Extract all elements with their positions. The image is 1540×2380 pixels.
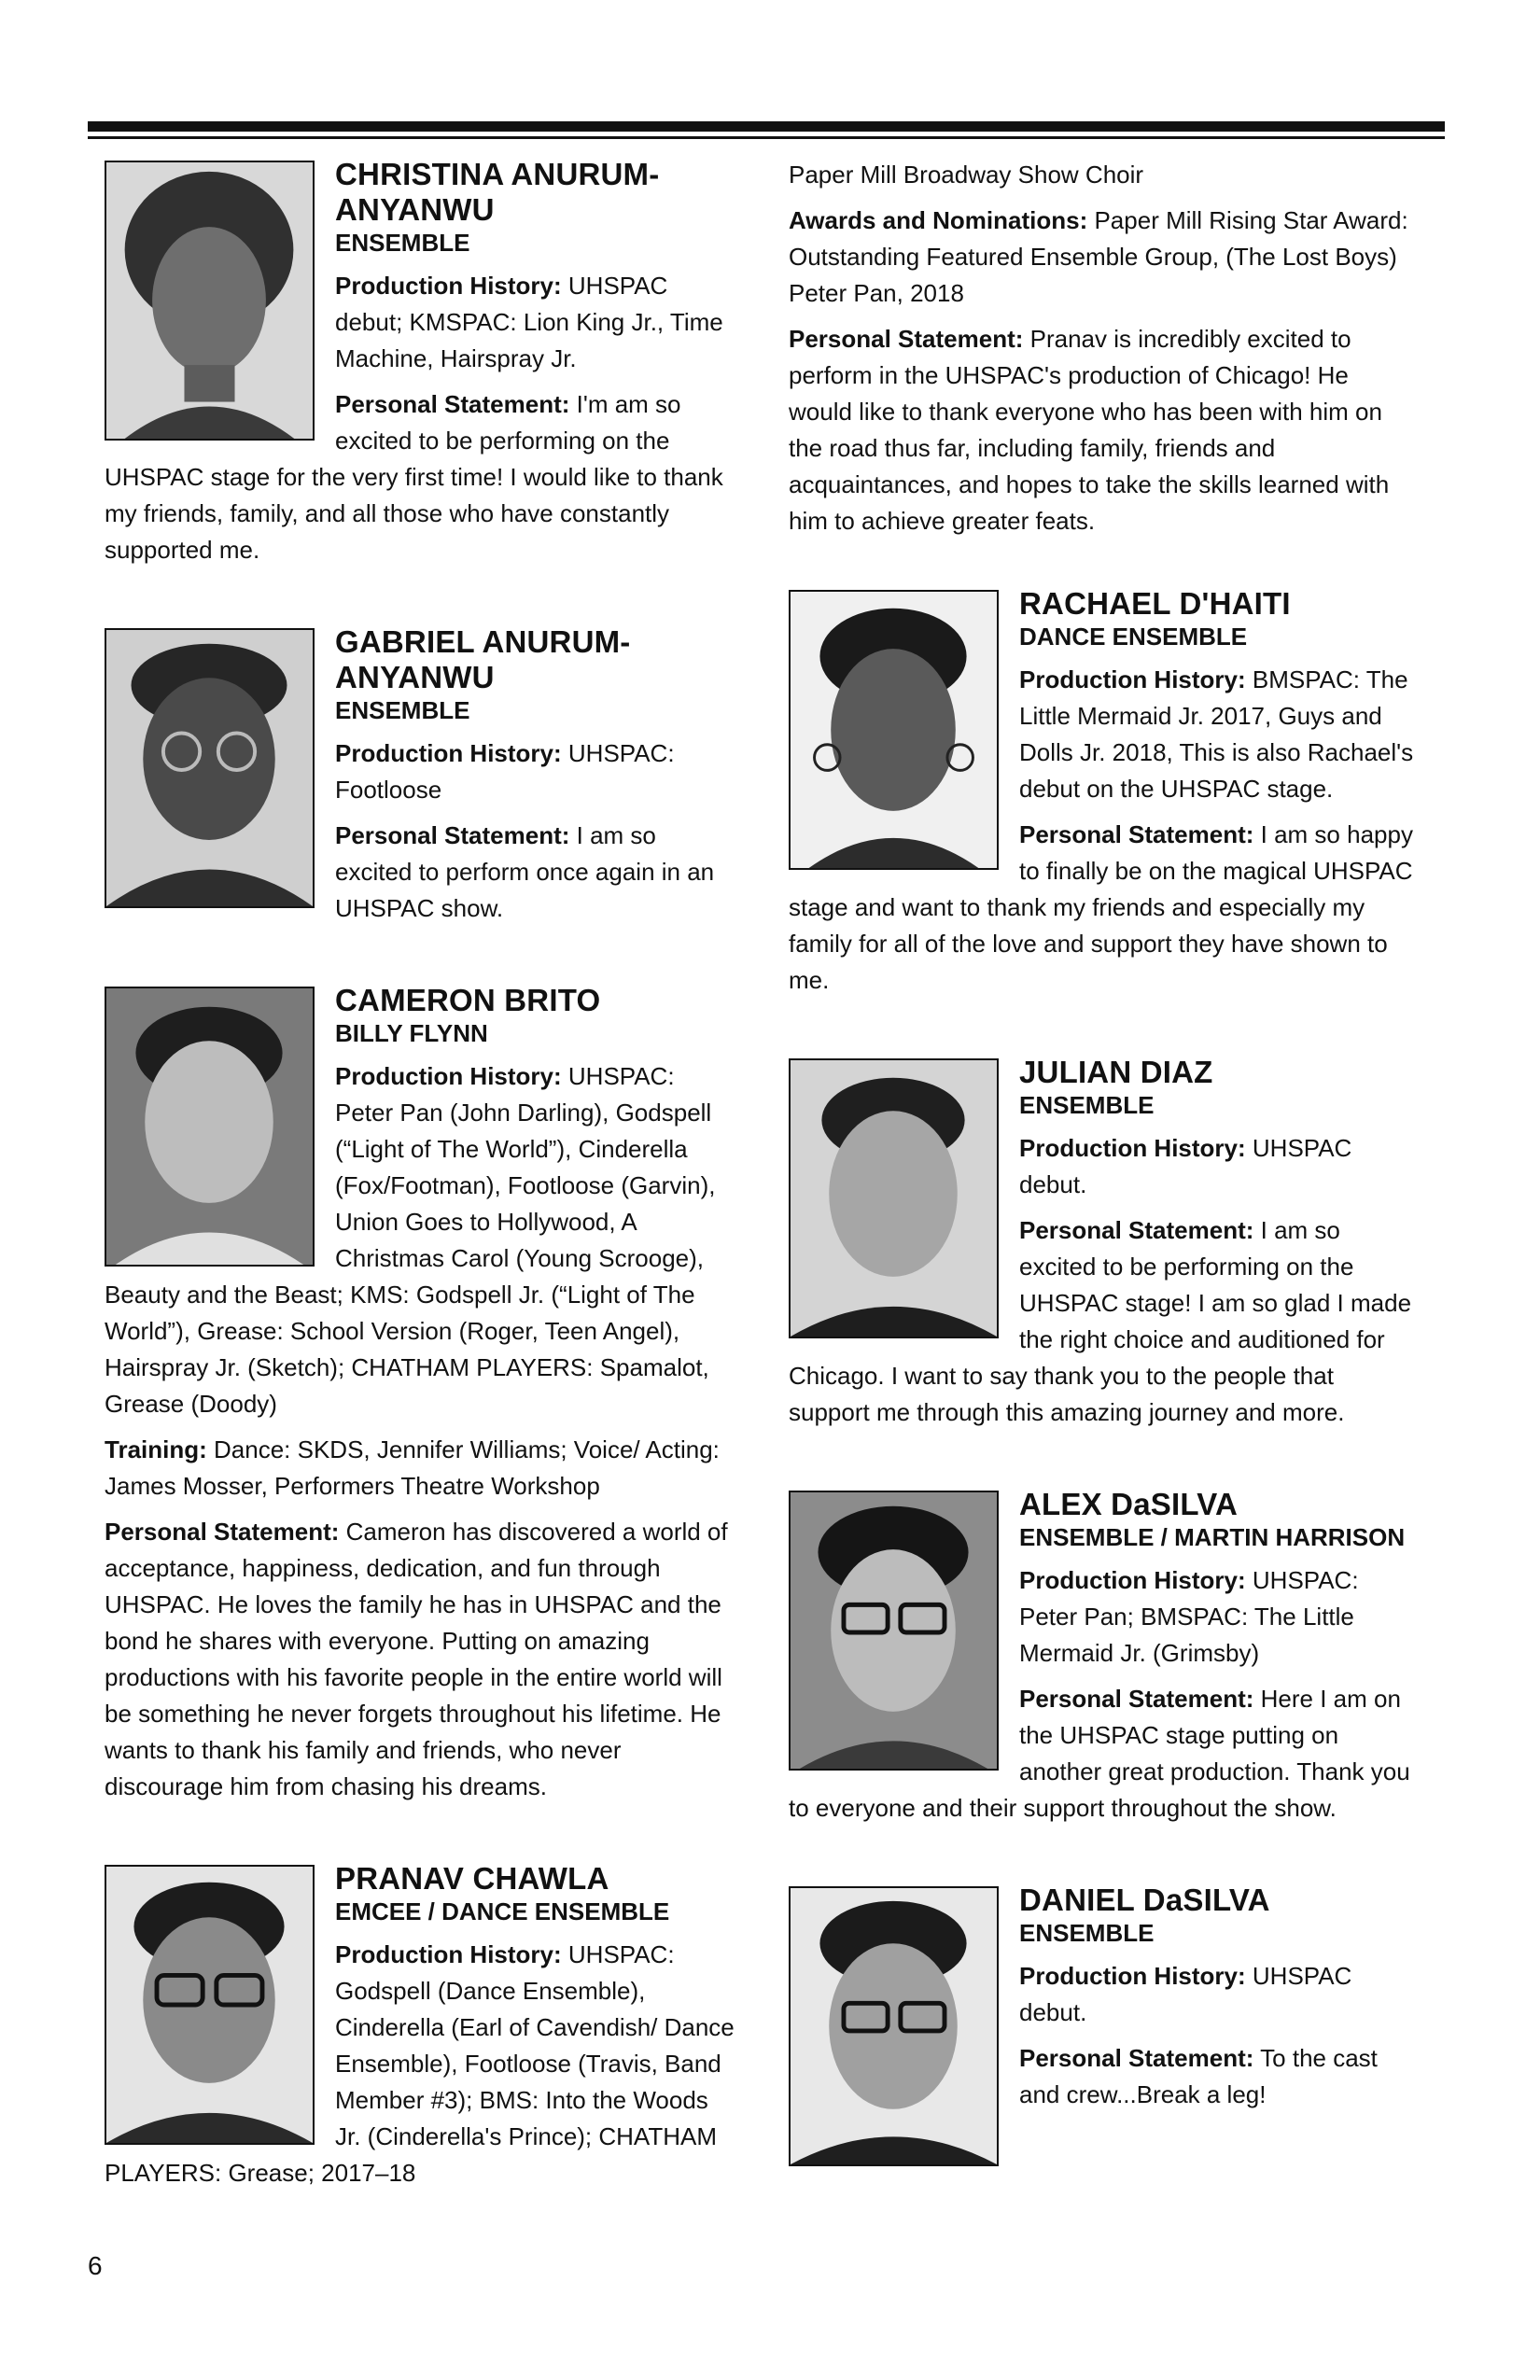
performer-role: ENSEMBLE / MARTIN HARRISON: [1019, 1523, 1406, 1551]
section-text: UHSPAC: Peter Pan; BMSPAC: The Little Mermaid Jr. (Grimsby): [1019, 1566, 1359, 1667]
section-text: Here I am on the UHSPAC stage putting on another great production. Thank you to everyone and their support throughout the show.: [789, 1685, 1410, 1822]
performer-name: CHRISTINA ANURUM-ANYANWU: [335, 157, 660, 227]
section-text: Cameron has discovered a world of acceptance, happiness, dedication, and fun through UHSPAC. He loves the family he has in UHSPAC and the bond he shares with everyone. Putting on amazing productions with his favorite people in the entire world will be something he never forgets throughout his lifetime. He wants to thank his family and friends, who never discourage him from chasing his dreams.: [105, 1518, 728, 1800]
bio-cameron-brito: [105, 983, 735, 1814]
section-text: UHSPAC: Godspell (Dance Ensemble), Cinderella (Earl of Cavendish/ Dance Ensemble), Footloose (Travis, Band Member #3); BMS: Into the Woods Jr. (Cinderella's Prince); CHATHAM PLAYERS: Grease; 2017–18: [105, 1940, 735, 2187]
section-text: UHSPAC: Footloose: [335, 739, 675, 804]
section-text: UHSPAC debut.: [1019, 1962, 1352, 2026]
page-number: 6: [88, 2251, 103, 2280]
section-text: I am so excited to be performing on the UHSPAC stage! I am so glad I made the right choice and auditioned for Chicago. I want to say thank you to the people that support me through this amazing journey and more.: [789, 1216, 1412, 1426]
section-label: Production History:: [335, 1062, 562, 1090]
section-label: Awards and Nominations:: [789, 206, 1088, 234]
section-label: Production History:: [335, 1940, 562, 1968]
section-label: Production History:: [335, 272, 562, 300]
bio-pranav-chawla: [105, 1861, 735, 2201]
headshot-photo: [105, 987, 315, 1267]
performer-name: RACHAEL D'HAITI: [1019, 586, 1291, 621]
section-label: Production History:: [1019, 1134, 1246, 1162]
headshot-photo: [105, 1865, 315, 2145]
left-column: [105, 157, 735, 2247]
section-text: UHSPAC debut; KMSPAC: Lion King Jr., Time Machine, Hairspray Jr.: [335, 272, 723, 372]
headshot-photo: [789, 590, 999, 870]
performer-role: ENSEMBLE: [1019, 1091, 1155, 1119]
bio-julian-diaz: [789, 1055, 1419, 1440]
performer-name: CAMERON BRITO: [335, 983, 601, 1017]
awards-and-nominations: [789, 203, 1419, 312]
section-text: I am so happy to finally be on the magical UHSPAC stage and want to thank my friends and especially my family for all of the love and support they have shown to me.: [789, 820, 1413, 994]
section-text: BMSPAC: The Little Mermaid Jr. 2017, Guys and Dolls Jr. 2018, This is also Rachael's debut on the UHSPAC stage.: [1019, 665, 1414, 803]
headshot-photo: [105, 628, 315, 908]
section-text: UHSPAC debut.: [1019, 1134, 1352, 1198]
bio-alex-dasilva: [789, 1487, 1419, 1836]
section-text: To the cast and crew...Break a leg!: [1019, 2044, 1378, 2108]
section-label: Personal Statement:: [1019, 1216, 1254, 1244]
section-label: Production History:: [1019, 665, 1246, 693]
section-label: Personal Statement:: [1019, 2044, 1254, 2072]
performer-role: ENSEMBLE: [335, 696, 470, 724]
section-text: Dance: SKDS, Jennifer Williams; Voice/ Acting: James Mosser, Performers Theatre Workshop: [105, 1435, 720, 1500]
headshot-photo: [105, 161, 315, 441]
continued-text: Paper Mill Broadway Show Choir: [789, 161, 1144, 189]
section-text: Pranav is incredibly excited to perform in the UHSPAC's production of Chicago! He would like to thank everyone who has been with him on the road thus far, including family, friends and acquaintances, and hopes to take the skills learned with him to achieve greater feats.: [789, 325, 1390, 535]
bio-daniel-dasilva: [789, 1883, 1419, 2172]
performer-role: BILLY FLYNN: [335, 1019, 488, 1047]
section-label: Personal Statement:: [105, 1518, 340, 1546]
section-label: Personal Statement:: [789, 325, 1024, 353]
performer-name: ALEX DaSILVA: [1019, 1487, 1239, 1521]
section-label: Production History:: [335, 739, 562, 767]
section-label: Personal Statement:: [335, 390, 570, 418]
headshot-photo: [789, 1886, 999, 2166]
headshot-photo: [789, 1058, 999, 1338]
section-text: I'm am so excited to be performing on the UHSPAC stage for the very first time! I would like to thank my friends, family, and all those who have constantly supported me.: [105, 390, 723, 564]
performer-name: PRANAV CHAWLA: [335, 1861, 609, 1896]
section-label: Production History:: [1019, 1962, 1246, 1990]
bio-gabriel-anurum-anyanwu: [105, 624, 735, 936]
bio-pranav-chawla-continued: [789, 157, 1419, 539]
bio-rachael-dhaiti: [789, 586, 1419, 1008]
section-label: Personal Statement:: [1019, 1685, 1254, 1713]
bio-christina-anurum-anyanwu: [105, 157, 735, 578]
right-column: [789, 157, 1419, 2219]
performer-role: ENSEMBLE: [1019, 1919, 1155, 1947]
section-label: Production History:: [1019, 1566, 1246, 1594]
section-label: Personal Statement:: [335, 821, 570, 849]
performer-name: GABRIEL ANURUM-ANYANWU: [335, 624, 631, 694]
performer-name: JULIAN DIAZ: [1019, 1055, 1213, 1089]
header-rule-thin: [88, 136, 1445, 139]
section-text: Paper Mill Rising Star Award: Outstanding Featured Ensemble Group, (The Lost Boys) Peter Pan, 2018: [789, 206, 1408, 307]
performer-role: DANCE ENSEMBLE: [1019, 623, 1248, 651]
personal-statement: [105, 1514, 735, 1805]
section-label: Training:: [105, 1435, 207, 1463]
performer-role: EMCEE / DANCE ENSEMBLE: [335, 1897, 670, 1925]
performer-name: DANIEL DaSILVA: [1019, 1883, 1270, 1917]
training: [105, 1432, 735, 1505]
header-rule-thick: [88, 121, 1445, 132]
section-label: Personal Statement:: [1019, 820, 1254, 848]
section-text: UHSPAC: Peter Pan (John Darling), Godspell (“Light of The World”), Cinderella (Fox/Footman), Footloose (Garvin), Union Goes to Hollywood, A Christmas Carol (Young Scrooge), Beauty and the Beast; KMS: Godspell Jr. (“Light of The World”), Grease: School Version (Roger, Teen Angel), Hairspray Jr. (Sketch); CHATHAM PLAYERS: Spamalot, Grease (Doody): [105, 1062, 716, 1418]
personal-statement: [789, 321, 1419, 539]
section-text: I am so excited to perform once again in an UHSPAC show.: [335, 821, 715, 922]
headshot-photo: [789, 1491, 999, 1771]
performer-role: ENSEMBLE: [335, 229, 470, 257]
